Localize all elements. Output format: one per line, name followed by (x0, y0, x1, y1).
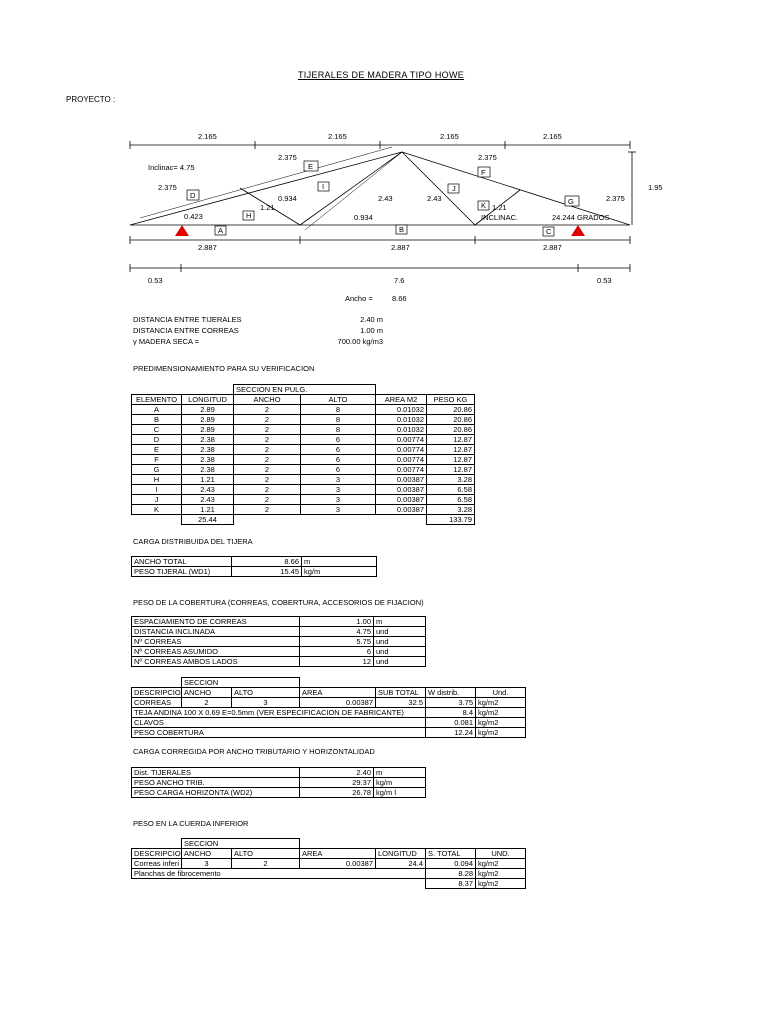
table-cell: 2.38 (182, 455, 234, 465)
table-row: Nº CORREAS AMBOS LADOS 12 und (132, 657, 426, 667)
web-label-3: 0.934 (278, 194, 297, 203)
table-header: ELEMENTO LONGITUD ANCHO ALTO AREA M2 PESO KG (132, 395, 475, 405)
table-cell: C (132, 425, 182, 435)
table-cell: A (132, 405, 182, 415)
table-cell: 2 (234, 495, 301, 505)
table-cell: 2 (234, 455, 301, 465)
table-cell: H (132, 475, 182, 485)
table-cell: 3 (301, 505, 376, 515)
table-cell: 2.89 (182, 405, 234, 415)
table-cell: K (132, 505, 182, 515)
table-row (132, 475, 475, 485)
truss-diagram (0, 0, 768, 310)
letter-a: A (218, 226, 224, 235)
sec6-heading: PESO EN LA CUERDA INFERIOR (133, 819, 249, 828)
table-cell: 3 (301, 475, 376, 485)
table-cell: G (132, 465, 182, 475)
bottom-dim-2: 2.887 (391, 243, 410, 252)
table-cell: 2 (234, 415, 301, 425)
sec3-heading: PESO DE LA COBERTURA (CORREAS, COBERTURA, ACCESORIOS DE FIJACION) (133, 598, 424, 607)
bottom-dim-1: 2.887 (198, 243, 217, 252)
table-row (132, 435, 475, 445)
table-cell: 2.38 (182, 435, 234, 445)
table-cell: 12.87 (427, 445, 475, 455)
web-label-5: 2.43 (427, 194, 442, 203)
table-cell: 6 (301, 445, 376, 455)
cuerda-table (131, 838, 526, 889)
web-label-2: 1.21 (260, 203, 275, 212)
table-row: PESO COBERTURA 12.24 kg/m2 (132, 728, 526, 738)
table-cell: 0.00774 (376, 465, 427, 475)
chord-label-3: 2.375 (478, 153, 497, 162)
corregida-table (131, 767, 426, 798)
ancho-label: Ancho = (345, 294, 373, 303)
bottom-dim-3: 2.887 (543, 243, 562, 252)
web-label-7: 0.934 (354, 213, 373, 222)
sec5-heading: CARGA CORREGIDA POR ANCHO TRIBUTARIO Y HORIZONTALIDAD (133, 747, 375, 756)
top-dim-1: 2.165 (198, 132, 217, 141)
page-title: TIJERALES DE MADERA TIPO HOWE (298, 70, 465, 80)
table-cell: 12.87 (427, 455, 475, 465)
table-cell: 2 (234, 425, 301, 435)
table-cell: 3 (301, 485, 376, 495)
table-row (132, 405, 475, 415)
table-cell: 0.00387 (376, 505, 427, 515)
table-row: CLAVOS 0.081 kg/m2 (132, 718, 526, 728)
table-cell: 2 (234, 485, 301, 495)
table-row: TEJA ANDINA 100 X 0.69 E=0.5mm (VER ESPECIFICACION DE FABRICANTE) 8.4 kg/m2 (132, 708, 526, 718)
table-cell: 0.00774 (376, 445, 427, 455)
letter-i: I (322, 182, 325, 191)
span-dim-3: 0.53 (597, 276, 612, 285)
group-header: SECCION (182, 839, 300, 849)
table-cell: 20.86 (427, 425, 475, 435)
table-cell: D (132, 435, 182, 445)
sec1-heading: PREDIMENSIONAMIENTO PARA SU VERIFICACION (133, 364, 315, 373)
table-cell: 2.43 (182, 485, 234, 495)
table-cell: 2.38 (182, 465, 234, 475)
param-row: DISTANCIA ENTRE TIJERALES 2.40 m (133, 315, 383, 324)
span-dim-1: 0.53 (148, 276, 163, 285)
table-cell: 6.58 (427, 495, 475, 505)
table-row: CORREAS 2 3 0.00387 32.5 3.75 kg/m2 (132, 698, 526, 708)
table-cell: 6 (301, 455, 376, 465)
table-cell: 1.21 (182, 505, 234, 515)
table-cell: F (132, 455, 182, 465)
top-dim-4: 2.165 (543, 132, 562, 141)
group-header: SECCION (182, 678, 300, 688)
chord-label-2: 2.375 (158, 183, 177, 192)
letter-d: D (190, 191, 196, 200)
param-row: DISTANCIA ENTRE CORREAS 1.00 m (133, 326, 383, 335)
table-cell: 20.86 (427, 415, 475, 425)
total-length: 25.44 (182, 515, 234, 525)
table-cell: 2.89 (182, 425, 234, 435)
table-cell: 0.00774 (376, 435, 427, 445)
right-support-icon (571, 225, 585, 236)
table-cell: 2 (234, 445, 301, 455)
table-cell: 0.01032 (376, 405, 427, 415)
inclinac-right-label: INCLINAC. (481, 213, 519, 222)
letter-e: E (308, 162, 314, 171)
angle-label: 24.244 GRADOS (552, 213, 610, 222)
letter-b: B (399, 225, 405, 234)
table-cell: 1.21 (182, 475, 234, 485)
table-row: 8.37 kg/m2 (132, 879, 526, 889)
chord-label-4: 2.375 (606, 194, 625, 203)
table-cell: 0.00774 (376, 455, 427, 465)
left-support-icon (175, 225, 189, 236)
descripcion-table (131, 677, 526, 738)
table-row: PESO TIJERAL (WD1) 15.45 kg/m (132, 567, 377, 577)
table-row: Nº CORREAS ASUMIDO 6 und (132, 647, 426, 657)
table-cell: 2.89 (182, 415, 234, 425)
table-cell: 2 (234, 405, 301, 415)
table-row (132, 485, 475, 495)
letter-f: F (481, 168, 486, 177)
height-label: 1.95 (648, 183, 663, 192)
web-j (402, 152, 475, 225)
letter-h: H (246, 211, 252, 220)
inclinac-label: Inclinac= 4.75 (148, 163, 195, 172)
table-cell: 2 (234, 435, 301, 445)
param-row: γ MADERA SECA = 700.00 kg/m3 (133, 337, 383, 346)
table-row (132, 445, 475, 455)
group-header: SECCION EN PULG. (234, 385, 376, 395)
table-cell: 8 (301, 405, 376, 415)
params-block (133, 314, 383, 347)
table-row (132, 415, 475, 425)
table-row: PESO ANCHO TRIB. 29.37 kg/m (132, 778, 426, 788)
letter-k: K (481, 201, 487, 210)
predim-table (131, 384, 475, 525)
table-cell: 2 (234, 465, 301, 475)
table-cell: 12.87 (427, 435, 475, 445)
table-cell: 2.43 (182, 495, 234, 505)
table-cell: 8 (301, 425, 376, 435)
table-cell: E (132, 445, 182, 455)
web-label-6: 1.21 (492, 203, 507, 212)
table-cell: B (132, 415, 182, 425)
web-label-1: 0.423 (184, 212, 203, 221)
table-row: Nº CORREAS 5.75 und (132, 637, 426, 647)
table-cell: 20.86 (427, 405, 475, 415)
top-dim-2: 2.165 (328, 132, 347, 141)
ancho-value: 8.66 (392, 294, 407, 303)
table-cell: J (132, 495, 182, 505)
table-header: DESCRIPCIO ANCHO ALTO AREA LONGITUD S. TOTAL UND. (132, 849, 526, 859)
table-cell: 3.28 (427, 505, 475, 515)
table-header: DESCRIPCIO ANCHO ALTO AREA SUB TOTAL W distrib. Und. (132, 688, 526, 698)
total-weight: 133.79 (427, 515, 475, 525)
table-row: DISTANCIA INCLINADA 4.75 und (132, 627, 426, 637)
span-dim-2: 7.6 (394, 276, 405, 285)
table-row (132, 505, 475, 515)
web-label-4: 2.43 (378, 194, 393, 203)
table-row (132, 465, 475, 475)
table-cell: 0.00387 (376, 495, 427, 505)
letter-g: G (568, 197, 574, 206)
table-cell: 2 (234, 505, 301, 515)
table-cell: 6 (301, 465, 376, 475)
table-row (132, 455, 475, 465)
table-row: Dist. TIJERALES 2.40 m (132, 768, 426, 778)
table-cell: 0.00387 (376, 475, 427, 485)
table-cell: 2 (234, 475, 301, 485)
top-dim-3: 2.165 (440, 132, 459, 141)
table-row: Correas inferi 3 2 0.00387 24.4 0.094 kg/m2 (132, 859, 526, 869)
letter-j: J (452, 184, 456, 193)
letter-c: C (546, 227, 552, 236)
table-cell: 12.87 (427, 465, 475, 475)
table-row: ANCHO TOTAL 8.66 m (132, 557, 377, 567)
table-cell: 6.58 (427, 485, 475, 495)
cobertura-table (131, 616, 426, 667)
table-row (132, 495, 475, 505)
sec2-heading: CARGA DISTRIBUIDA DEL TIJERA (133, 537, 253, 546)
carga-table (131, 556, 377, 577)
table-cell: I (132, 485, 182, 495)
table-row: PESO CARGA HORIZONTA (WD2) 26.78 kg/m l (132, 788, 426, 798)
table-row (132, 425, 475, 435)
table-cell: 0.01032 (376, 415, 427, 425)
table-row: ESPACIAMIENTO DE CORREAS 1.00 m (132, 617, 426, 627)
proyecto-label: PROYECTO : (66, 95, 116, 104)
chord-label-1: 2.375 (278, 153, 297, 162)
table-cell: 0.01032 (376, 425, 427, 435)
table-cell: 3 (301, 495, 376, 505)
table-cell: 3.28 (427, 475, 475, 485)
table-cell: 0.00387 (376, 485, 427, 495)
table-cell: 6 (301, 435, 376, 445)
table-cell: 2.38 (182, 445, 234, 455)
table-cell: 8 (301, 415, 376, 425)
table-row: Planchas de fibrocemento 8.28 kg/m2 (132, 869, 526, 879)
